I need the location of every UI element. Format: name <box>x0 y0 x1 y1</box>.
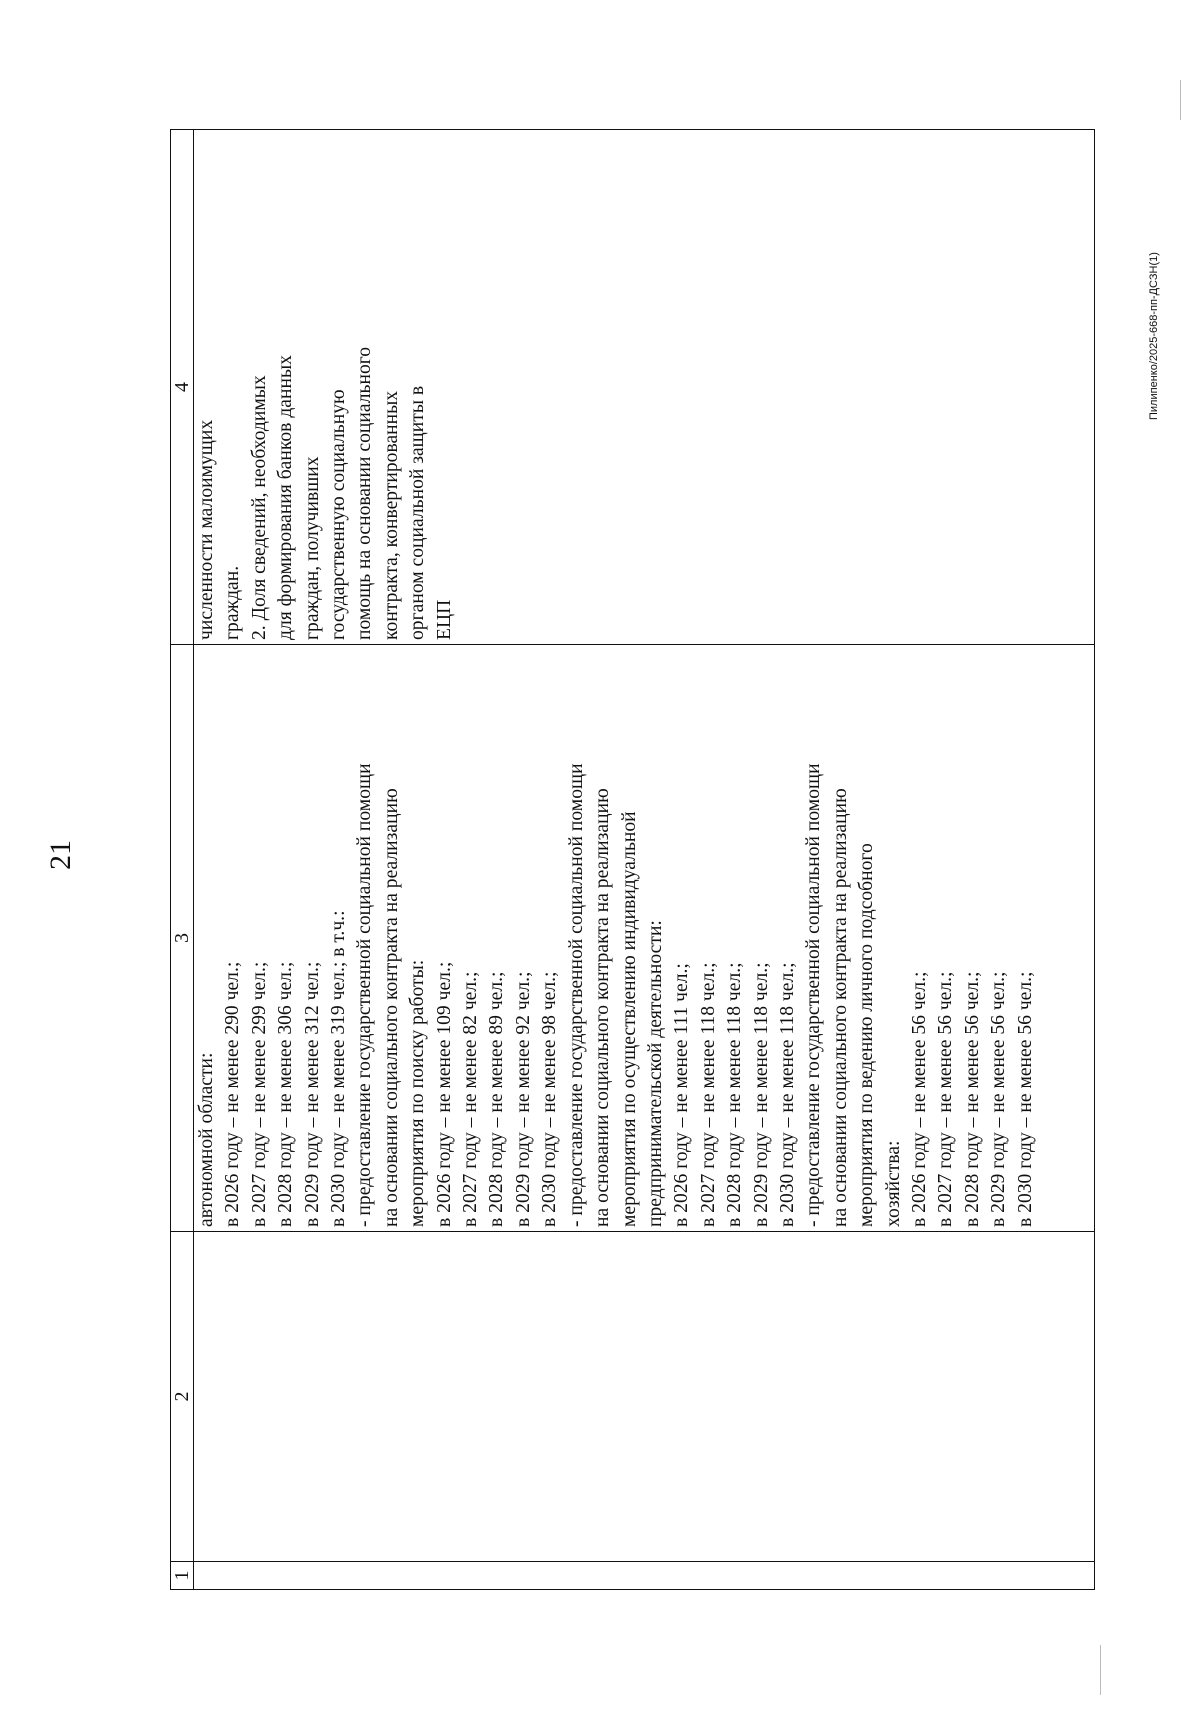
table-header-row <box>171 130 194 1590</box>
program-table <box>170 129 1095 1590</box>
column-header-4: 4 <box>171 130 194 645</box>
text-line: мероприятия по ведению личного подсобного <box>856 843 878 1227</box>
text-line: в 2027 году – не менее 56 чел.; <box>935 971 957 1227</box>
column-header-3: 3 <box>171 645 194 1232</box>
document-reference: Пилипенко/2025-668-пп-ДСЗН(1) <box>1148 252 1160 420</box>
text-line: хозяйства: <box>882 1140 904 1227</box>
text-line: в 2029 году – не менее 312 чел.; <box>301 961 323 1227</box>
text-line: в 2030 году – не менее 56 чел.; <box>1014 971 1036 1227</box>
text-line: в 2028 году – не менее 118 чел.; <box>724 962 746 1227</box>
text-line: для формирования банков данных <box>275 355 297 640</box>
text-line: численности малоимущих <box>196 419 217 640</box>
text-line: - предоставление государственной социальной помощи <box>354 763 376 1227</box>
text-line: в 2026 году – не менее 109 чел.; <box>433 961 455 1227</box>
cell-col-3 <box>194 645 1095 1232</box>
text-line: граждан. <box>222 565 244 640</box>
text-line: государственную социальную <box>328 389 350 640</box>
text-line: в 2029 году – не менее 56 чел.; <box>988 971 1010 1227</box>
text-line: помощь на основании социального <box>354 346 376 640</box>
text-line: мероприятия по поиску работы: <box>407 959 429 1227</box>
text-line: в 2030 году – не менее 118 чел.; <box>776 962 798 1227</box>
cell-col-4 <box>194 130 1095 645</box>
page-number: 21 <box>44 840 77 870</box>
text-line: в 2027 году – не менее 299 чел.; <box>248 961 270 1227</box>
text-line: в 2030 году – не менее 98 чел.; <box>539 971 561 1227</box>
cell-col-1 <box>194 1562 1095 1590</box>
column-header-1: 1 <box>171 1562 194 1590</box>
cell-col-2 <box>194 1232 1095 1562</box>
table-row <box>194 130 1095 1590</box>
rotated-table-container <box>170 130 1095 1590</box>
text-line: на основании социального контракта на реализацию <box>380 788 402 1227</box>
text-line: мероприятия по осуществлению индивидуальной <box>618 811 640 1227</box>
text-line: 2. Доля сведений, необходимых <box>248 375 270 640</box>
text-line: в 2026 году – не менее 290 чел.; <box>222 961 244 1227</box>
text-line: в 2026 году – не менее 111 чел.; <box>671 963 693 1227</box>
text-line: в 2028 году – не менее 56 чел.; <box>961 971 983 1227</box>
scan-artifact <box>1100 1645 1101 1695</box>
text-line: ЕЦП <box>433 599 455 640</box>
text-line: в 2028 году – не менее 89 чел.; <box>486 971 508 1227</box>
text-line: граждан, получивших <box>301 456 323 640</box>
text-line: в 2026 году – не менее 56 чел.; <box>908 971 930 1227</box>
text-line: в 2027 году – не менее 118 чел.; <box>697 962 719 1227</box>
text-line: автономной области: <box>196 1052 217 1227</box>
column-header-2: 2 <box>171 1232 194 1562</box>
text-line: в 2030 году – не менее 319 чел.; в т.ч.: <box>328 910 350 1227</box>
text-line: контракта, конвертированных <box>380 390 402 640</box>
text-line: предпринимательской деятельности: <box>644 920 666 1227</box>
text-line: органом социальной защиты в <box>407 385 429 640</box>
text-line: в 2027 году – не менее 82 чел.; <box>460 971 482 1227</box>
text-line: в 2028 году – не менее 306 чел.; <box>275 961 297 1227</box>
text-line: на основании социального контракта на реализацию <box>829 788 851 1227</box>
scan-artifact <box>1180 80 1181 120</box>
text-line: в 2029 году – не менее 118 чел.; <box>750 962 772 1227</box>
text-line: - предоставление государственной социальной помощи <box>803 763 825 1227</box>
text-line: на основании социального контракта на реализацию <box>592 788 614 1227</box>
text-line: - предоставление государственной социальной помощи <box>565 763 587 1227</box>
text-line: в 2029 году – не менее 92 чел.; <box>512 971 534 1227</box>
